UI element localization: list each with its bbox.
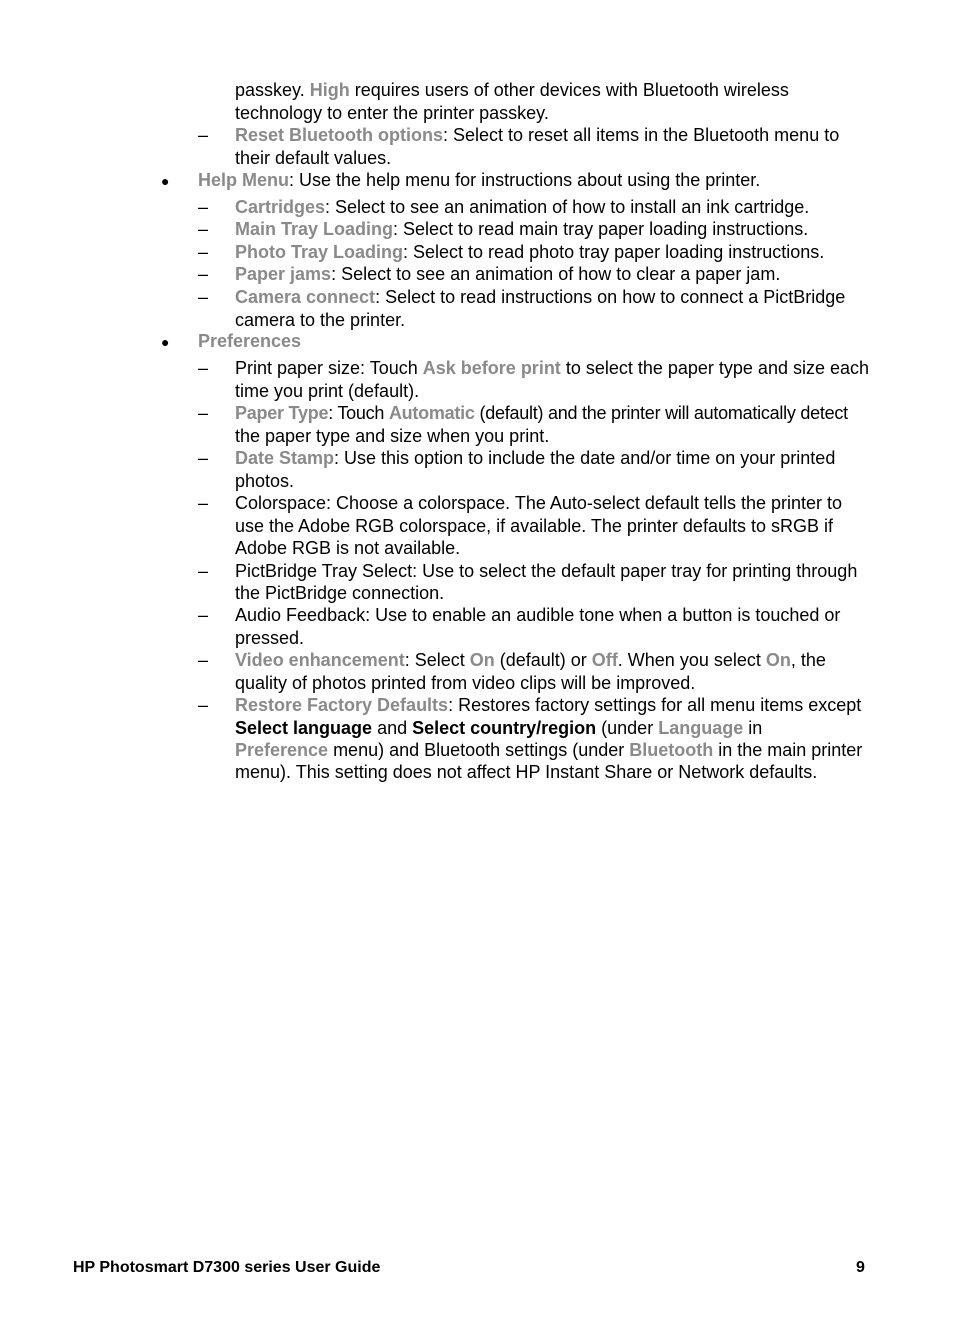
text-line: photos. (235, 471, 295, 491)
text-line (235, 286, 845, 308)
text-line (235, 124, 839, 146)
text-line: time you print (default). (235, 381, 420, 401)
menu-term: Paper Type (235, 403, 329, 423)
text-run: : Select to see an animation of how to clear a paper jam. (331, 264, 781, 284)
dash-marker: – (198, 605, 209, 625)
page-number: 9 (856, 1259, 865, 1276)
menu-term: Main Tray Loading (235, 219, 394, 239)
text-run: : Restores factory settings for all menu items except (448, 695, 862, 715)
dash-marker: – (198, 403, 209, 423)
menu-term: Paper jams (235, 264, 332, 284)
text-line (235, 694, 861, 716)
bullet-marker: ● (161, 173, 170, 189)
text-run: : Select to see an animation of how to install an ink cartridge. (325, 197, 810, 217)
text-line: PictBridge Tray Select: Use to select the default paper tray for printing through (235, 561, 858, 581)
dash-marker: – (198, 650, 209, 670)
dash-marker: – (198, 448, 209, 468)
text-line (235, 79, 789, 101)
text-line (198, 330, 301, 352)
dash-marker: – (198, 358, 209, 378)
dash-marker: – (198, 264, 209, 284)
text-run: to select the paper type and size each (560, 358, 870, 378)
text-line: menu). This setting does not affect HP Instant Share or Network defaults. (235, 762, 818, 782)
text-line: technology to enter the printer passkey. (235, 103, 549, 123)
text-run: menu) and Bluetooth settings (under (328, 740, 630, 760)
text-run: in the main printer (713, 740, 863, 760)
text-line: Audio Feedback: Use to enable an audible tone when a button is touched or (235, 605, 841, 625)
text-line (235, 447, 835, 469)
menu-term: Reset Bluetooth options (235, 125, 443, 145)
text-run: requires users of other devices with Bluetooth wireless (349, 80, 789, 100)
text-line (235, 263, 780, 285)
text-run: in (743, 718, 763, 738)
dash-marker: – (198, 287, 209, 307)
text-line (235, 739, 862, 761)
text-run: and (372, 718, 413, 738)
text-line (235, 218, 808, 240)
text-line (235, 357, 869, 379)
text-line: camera to the printer. (235, 310, 406, 330)
bullet-marker: ● (161, 334, 170, 350)
text-run: (default) or (494, 650, 592, 670)
bold-term: Select country/region (412, 718, 597, 738)
text-line: their default values. (235, 148, 392, 168)
footer-title: HP Photosmart D7300 series User Guide (73, 1259, 381, 1276)
menu-term: High (309, 80, 350, 100)
text-run: : Select to reset all items in the Bluetooth menu to (443, 125, 840, 145)
text-run: . When you select (617, 650, 766, 670)
text-run: : Use this option to include the date and/or time on your printed (334, 448, 836, 468)
dash-marker: – (198, 561, 209, 581)
menu-term: Ask before print (422, 358, 561, 378)
text-run: : Select (404, 650, 470, 670)
text-line: the paper type and size when you print. (235, 426, 550, 446)
text-run: Print paper size: Touch (235, 358, 423, 378)
text-run: : Use the help menu for instructions about using the printer. (289, 170, 761, 190)
text-line (235, 196, 809, 218)
text-run: : Select to read main tray paper loading instructions. (393, 219, 809, 239)
menu-term: Preferences (198, 331, 302, 351)
menu-term: Photo Tray Loading (235, 242, 404, 262)
text-line: quality of photos printed from video clips will be improved. (235, 673, 696, 693)
bold-term: Select language (235, 718, 373, 738)
menu-term: Cartridges (235, 197, 326, 217)
dash-marker: – (198, 125, 209, 145)
text-run: : Select to read photo tray paper loading instructions. (403, 242, 825, 262)
dash-marker: – (198, 242, 209, 262)
text-line: pressed. (235, 628, 305, 648)
text-run: , the (790, 650, 826, 670)
menu-term: Language (658, 718, 744, 738)
text-line (235, 241, 824, 263)
text-run: : Select to read instructions on how to connect a PictBridge (375, 287, 846, 307)
text-run: : Touch (328, 403, 389, 423)
menu-term: Video enhancement (235, 650, 405, 670)
text-line: Adobe RGB is not available. (235, 538, 461, 558)
menu-term: Camera connect (235, 287, 376, 307)
text-line: use the Adobe RGB colorspace, if available. The printer defaults to sRGB if (235, 516, 833, 536)
text-run: (under (596, 718, 659, 738)
dash-marker: – (198, 493, 209, 513)
text-line: Colorspace: Choose a colorspace. The Auto-select default tells the printer to (235, 493, 843, 513)
text-run: (default) and the printer will automatically detect (474, 403, 848, 423)
text-line (235, 649, 826, 671)
menu-term: Preference (235, 740, 329, 760)
menu-term: On (765, 650, 791, 670)
dash-marker: – (198, 197, 209, 217)
dash-marker: – (198, 219, 209, 239)
menu-term: Automatic (388, 403, 475, 423)
menu-term: Off (591, 650, 618, 670)
text-run: passkey. (235, 80, 310, 100)
text-line (235, 717, 762, 739)
text-line (198, 169, 760, 191)
menu-term: Help Menu (198, 170, 290, 190)
menu-term: Date Stamp (235, 448, 335, 468)
dash-marker: – (198, 695, 209, 715)
menu-term: On (469, 650, 495, 670)
menu-term: Restore Factory Defaults (235, 695, 449, 715)
menu-term: Bluetooth (629, 740, 714, 760)
text-line (235, 402, 848, 424)
text-line: the PictBridge connection. (235, 583, 445, 603)
